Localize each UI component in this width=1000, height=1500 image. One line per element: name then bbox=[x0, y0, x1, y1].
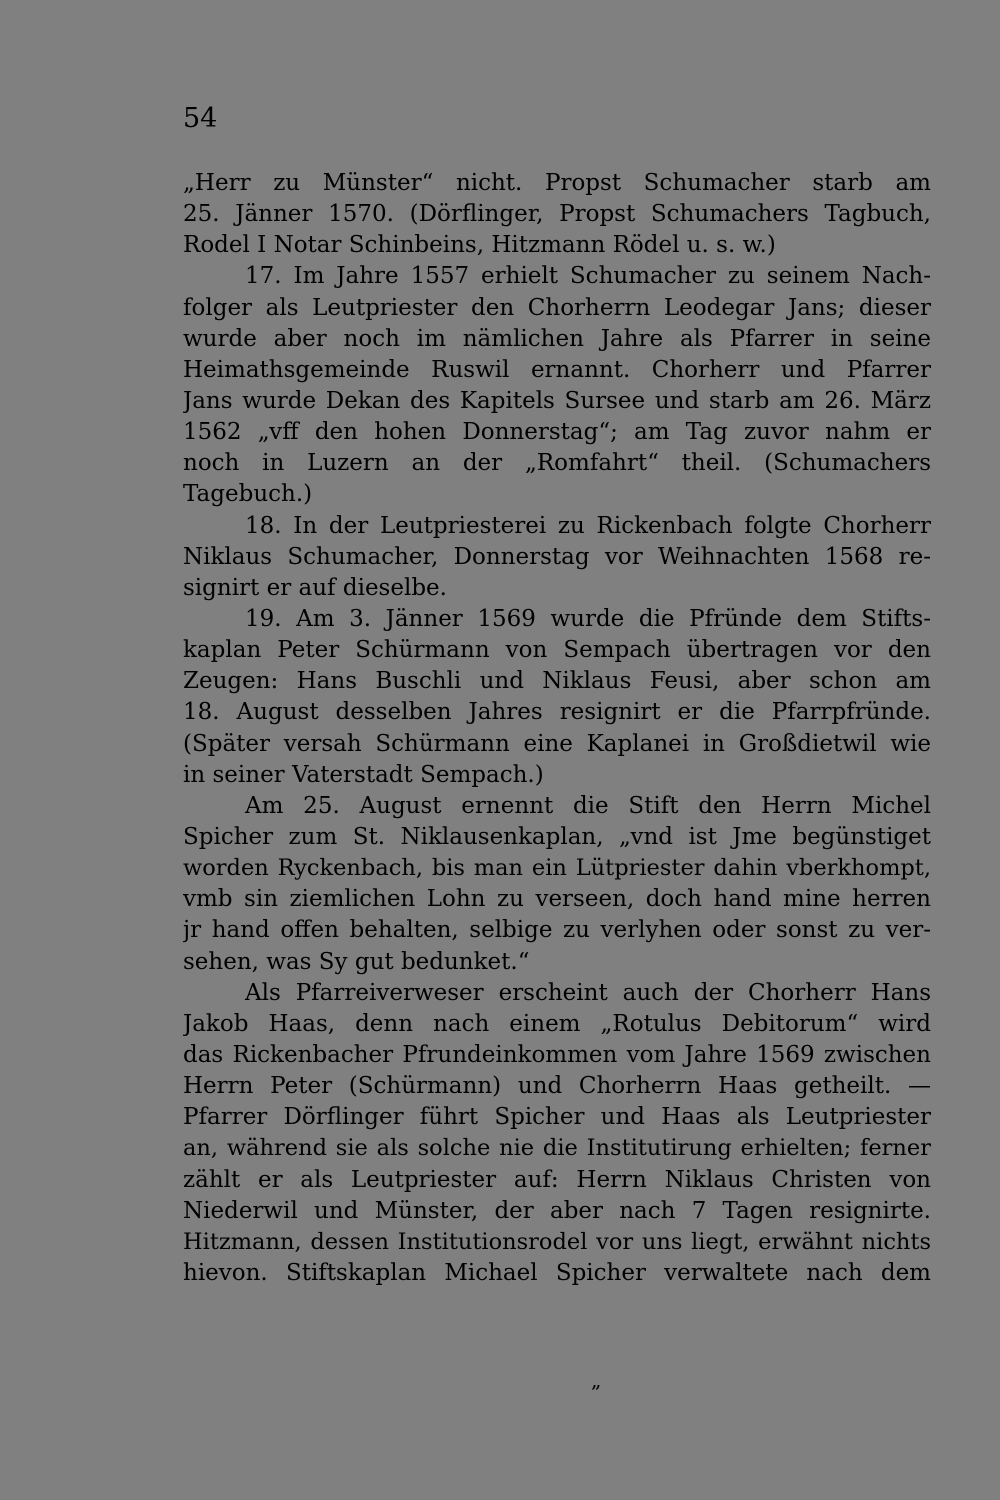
text-line: 19. Am 3. Jänner 1569 wurde die Pfründe dem Stifts- bbox=[245, 605, 931, 632]
text-line: Tagebuch.) bbox=[183, 481, 313, 508]
text-line: Heimathsgemeinde Ruswil ernannt. Chorherr und Pfarrer bbox=[183, 356, 931, 383]
stray-mark: „ bbox=[591, 1368, 602, 1392]
text-line: noch in Luzern an der „Romfahrt“ theil. (Schumachers bbox=[183, 450, 931, 477]
text-line: Hitzmann, dessen Institutionsrodel vor uns liegt, erwähnt nichts bbox=[183, 1228, 931, 1255]
text-line: an, während sie als solche nie die Institutirung erhielten; ferner bbox=[183, 1135, 931, 1162]
text-line: Niederwil und Münster, der aber nach 7 Tagen resignirte. bbox=[183, 1197, 931, 1224]
text-line: worden Ryckenbach, bis man ein Lütpriester dahin vberkhompt, bbox=[183, 855, 931, 882]
text-line: folger als Leutpriester den Chorherrn Leodegar Jans; dieser bbox=[183, 294, 931, 321]
text-line: 18. In der Leutpriesterei zu Rickenbach folgte Chorherr bbox=[245, 512, 931, 539]
text-line: wurde aber noch im nämlichen Jahre als Pfarrer in seine bbox=[183, 325, 931, 352]
text-line: zählt er als Leutpriester auf: Herrn Niklaus Christen von bbox=[183, 1166, 931, 1193]
text-line: signirt er auf dieselbe. bbox=[183, 574, 447, 601]
text-line: vmb sin ziemlichen Lohn zu verseen, doch hand mine herren bbox=[183, 886, 931, 913]
text-line: Herrn Peter (Schürmann) und Chorherrn Haas getheilt. — bbox=[183, 1073, 931, 1100]
text-line: Zeugen: Hans Buschli und Niklaus Feusi, aber schon am bbox=[183, 668, 931, 695]
text-line: Niklaus Schumacher, Donnerstag vor Weihnachten 1568 re- bbox=[183, 543, 931, 570]
text-line: 18. August desselben Jahres resignirt er die Pfarrpfründe. bbox=[183, 699, 931, 726]
text-line: Am 25. August ernennt die Stift den Herrn Michel bbox=[245, 792, 931, 819]
page-number: 54 bbox=[183, 103, 218, 134]
text-line: sehen, was Sy gut bedunket.“ bbox=[183, 948, 530, 975]
text-line: „Herr zu Münster“ nicht. Propst Schumacher starb am bbox=[183, 170, 931, 196]
text-line: hievon. Stiftskaplan Michael Spicher verwaltete nach dem bbox=[183, 1259, 931, 1286]
text-line: Spicher zum St. Niklausenkaplan, „vnd ist Jme begünstiget bbox=[183, 823, 931, 850]
body-text bbox=[183, 168, 931, 1289]
text-line: jr hand offen behalten, selbige zu verlyhen oder sonst zu ver- bbox=[183, 917, 931, 944]
text-line: Als Pfarreiverweser erscheint auch der Chorherr Hans bbox=[245, 979, 931, 1006]
text-line: das Rickenbacher Pfrundeinkommen vom Jahre 1569 zwischen bbox=[183, 1041, 931, 1068]
text-line: in seiner Vaterstadt Sempach.) bbox=[183, 761, 544, 788]
text-line: 25. Jänner 1570. (Dörflinger, Propst Schumachers Tagbuch, bbox=[183, 201, 931, 228]
text-line: Jakob Haas, denn nach einem „Rotulus Debitorum“ wird bbox=[183, 1010, 931, 1037]
text-line: Jans wurde Dekan des Kapitels Sursee und starb am 26. März bbox=[183, 387, 931, 414]
text-line: Pfarrer Dörflinger führt Spicher und Haas als Leutpriester bbox=[183, 1104, 931, 1131]
text-line: 1562 „vff den hohen Donnerstag“; am Tag zuvor nahm er bbox=[183, 419, 931, 446]
text-line: 17. Im Jahre 1557 erhielt Schumacher zu seinem Nach- bbox=[245, 263, 931, 290]
text-line: Rodel I Notar Schinbeins, Hitzmann Rödel u. s. w.) bbox=[183, 232, 776, 259]
text-line: (Später versah Schürmann eine Kaplanei in Großdietwil wie bbox=[183, 730, 931, 757]
text-line: kaplan Peter Schürmann von Sempach übertragen vor den bbox=[183, 637, 931, 664]
